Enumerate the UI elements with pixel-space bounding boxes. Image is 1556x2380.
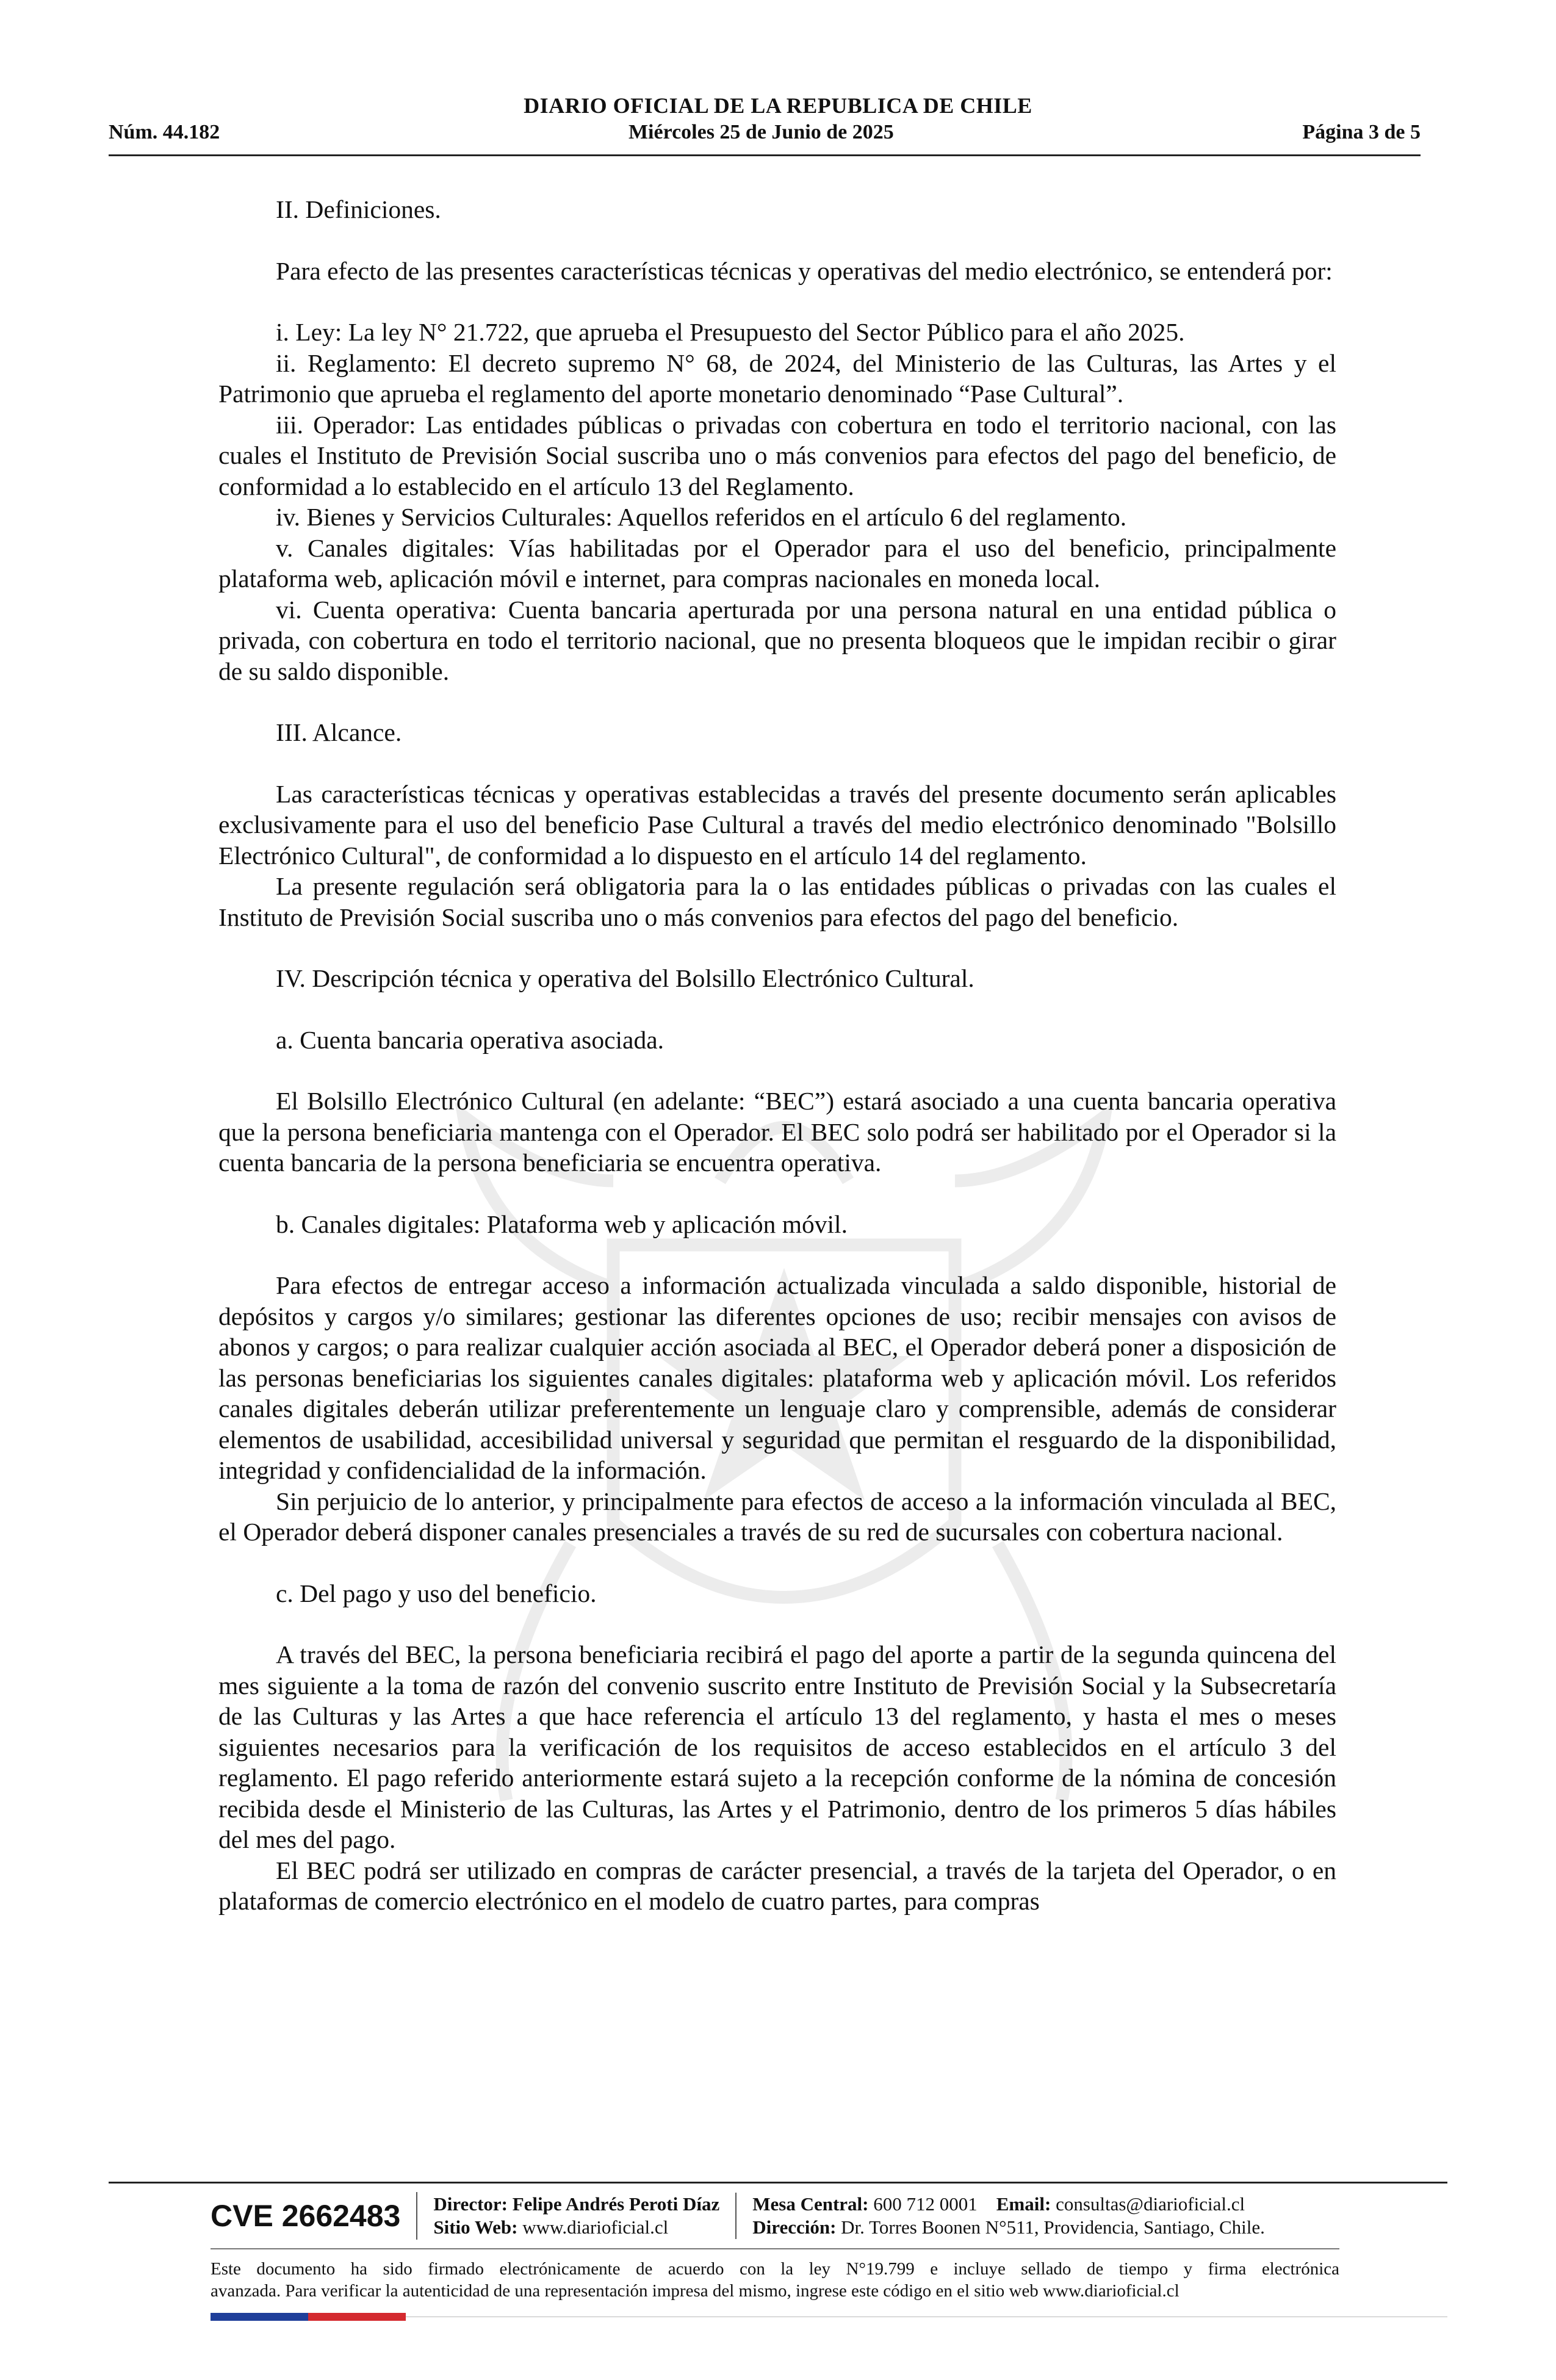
section-heading-descripcion: IV. Descripción técnica y operativa del Bolsillo Electrónico Cultural. xyxy=(276,964,974,992)
subsection-heading: b. Canales digitales: Plataforma web y aplicación móvil. xyxy=(276,1210,848,1238)
address-value: Dr. Torres Boonen N°511, Providencia, Santiago, Chile. xyxy=(841,2216,1265,2238)
definition-item: i. Ley: La ley N° 21.722, que aprueba el Presupuesto del Sector Público para el año 2025. xyxy=(276,318,1185,346)
cve-code: CVE 2662483 xyxy=(211,2192,417,2240)
page-indicator: Página 3 de 5 xyxy=(1302,121,1421,143)
definition-item: vi. Cuenta operativa: Cuenta bancaria aperturada por una persona natural en una entidad pública o privada, con cobertura en todo el territorio nacional, que no presenta bloqueos que le impidan recibir o girar de su saldo disponible. xyxy=(218,595,1336,685)
email-label: Email: xyxy=(996,2193,1051,2215)
subsection-heading: c. Del pago y uso del beneficio. xyxy=(276,1579,597,1607)
paragraph: El Bolsillo Electrónico Cultural (en adelante: “BEC”) estará asociado a una cuenta bancaria operativa que la persona beneficiaria mantenga con el Operador. El BEC solo podrá ser habilitado por el Operador si la cuenta bancaria de la persona beneficiaria se encuentra operativa. xyxy=(218,1087,1336,1177)
definition-item: iii. Operador: Las entidades públicas o privadas con cobertura en todo el territorio nacional, con las cuales el Instituto de Previsión Social suscriba uno o más convenios para efectos del pago del beneficio, de conformidad a lo establecido en el artículo 13 del Reglamento. xyxy=(218,410,1336,500)
subsection-heading: a. Cuenta bancaria operativa asociada. xyxy=(276,1025,664,1054)
document-body xyxy=(218,194,1336,1917)
paragraph: A través del BEC, la persona beneficiaria recibirá el pago del aporte a partir de la segunda quincena del mes siguiente a la toma de razón del convenio suscrito entre Instituto de Previsión Social y la Subsecretaría de las Culturas y las Artes a que hace referencia el artículo 13 del reglamento, y hasta el mes o meses siguientes necesarios para la verificación de los requisitos de acceso establecidos en el artículo 3 del reglamento. El pago referido anteriormente estará sujeto a la recepción conforme de la nómina de concesión recibida desde el Ministerio de las Culturas, las Artes y el Patrimonio, dentro de los primeros 5 días hábiles del mes del pago. xyxy=(218,1640,1336,1853)
newspaper-title: DIARIO OFICIAL DE LA REPUBLICA DE CHILE xyxy=(524,93,1032,118)
legal-note-line: Este documento ha sido firmado electrónicamente de acuerdo con la ley N°19.799 e incluye sellado de tiempo y firma electrónica xyxy=(211,2259,1339,2279)
header-info-row xyxy=(109,121,1421,144)
footer-director-column xyxy=(417,2193,735,2239)
website-label: Sitio Web: xyxy=(433,2216,518,2238)
paragraph: Las características técnicas y operativas establecidas a través del presente documento serán aplicables exclusivamente para el uso del beneficio Pase Cultural a través del medio electrónico denominado "Bolsillo Electrónico Cultural", de conformidad a lo dispuesto en el artículo 14 del reglamento. xyxy=(218,779,1336,870)
flag-red-stripe xyxy=(308,2313,406,2321)
flag-stripe xyxy=(211,2313,406,2321)
issue-number: Núm. 44.182 xyxy=(109,121,220,143)
legal-note-line: avanzada. Para verificar la autenticidad de una representación impresa del mismo, ingrese este código en el sitio web www.diarioficial.cl xyxy=(211,2281,1180,2301)
address-label: Dirección: xyxy=(752,2216,837,2238)
paragraph: Para efecto de las presentes características técnicas y operativas del medio electrónico, se entenderá por: xyxy=(276,256,1333,285)
footer-divider xyxy=(211,2248,1339,2249)
footer-contact-column xyxy=(735,2193,1281,2239)
definition-item: iv. Bienes y Servicios Culturales: Aquellos referidos en el artículo 6 del reglamento. xyxy=(276,503,1127,531)
email-link[interactable]: consultas@diarioficial.cl xyxy=(1056,2193,1245,2215)
director-label: Director: xyxy=(433,2193,508,2215)
definition-item: ii. Reglamento: El decreto supremo N° 68, de 2024, del Ministerio de las Culturas, las Artes y el Patrimonio que aprueba el reglamento del aporte monetario denominado “Pase Cultural”. xyxy=(218,348,1336,408)
section-heading-alcance: III. Alcance. xyxy=(276,718,402,746)
section-heading-definiciones: II. Definiciones. xyxy=(276,195,441,223)
mesa-phone: 600 712 0001 xyxy=(873,2193,978,2215)
footer-rule xyxy=(109,2182,1447,2183)
website-link[interactable]: www.diarioficial.cl xyxy=(522,2216,669,2238)
paragraph: Sin perjuicio de lo anterior, y principalmente para efectos de acceso a la información vinculada al BEC, el Operador deberá disponer canales presenciales a través de su red de sucursales con cobertura nacional. xyxy=(218,1487,1336,1546)
paragraph: El BEC podrá ser utilizado en compras de carácter presencial, a través de la tarjeta del Operador, o en plataformas de comercio electrónico en el modelo de cuatro partes, para compras xyxy=(218,1856,1336,1915)
definition-item: v. Canales digitales: Vías habilitadas por el Operador para el uso del beneficio, principalmente plataforma web, aplicación móvil e internet, para compras nacionales en moneda local. xyxy=(218,533,1336,593)
director-name: Felipe Andrés Peroti Díaz xyxy=(512,2193,720,2215)
paragraph: La presente regulación será obligatoria para la o las entidades públicas o privadas con las cuales el Instituto de Previsión Social suscriba uno o más convenios para efectos del pago del beneficio. xyxy=(218,872,1336,931)
mesa-label: Mesa Central: xyxy=(752,2193,869,2215)
footer-info xyxy=(211,2192,1339,2240)
footer-legal-note xyxy=(211,2258,1339,2302)
header-rule xyxy=(109,154,1421,156)
paragraph: Para efectos de entregar acceso a información actualizada vinculada a saldo disponible, historial de depósitos y cargos y/o similares; gestionar las diferentes opciones de uso; recibir mensajes con avisos de abonos y cargos; o para realizar cualquier acción asociada al BEC, el Operador deberá poner a disposición de las personas beneficiarias los siguientes canales digitales: plataforma web y aplicación móvil. Los referidos canales digitales deberán utilizar preferentemente un lenguaje claro y comprensible, además de considerar elementos de usabilidad, accesibilidad universal y seguridad que permitan el resguardo de la disponibilidad, integridad y confidencialidad de la información. xyxy=(218,1271,1336,1484)
issue-date: Miércoles 25 de Junio de 2025 xyxy=(628,121,894,143)
flag-blue-stripe xyxy=(211,2313,308,2321)
